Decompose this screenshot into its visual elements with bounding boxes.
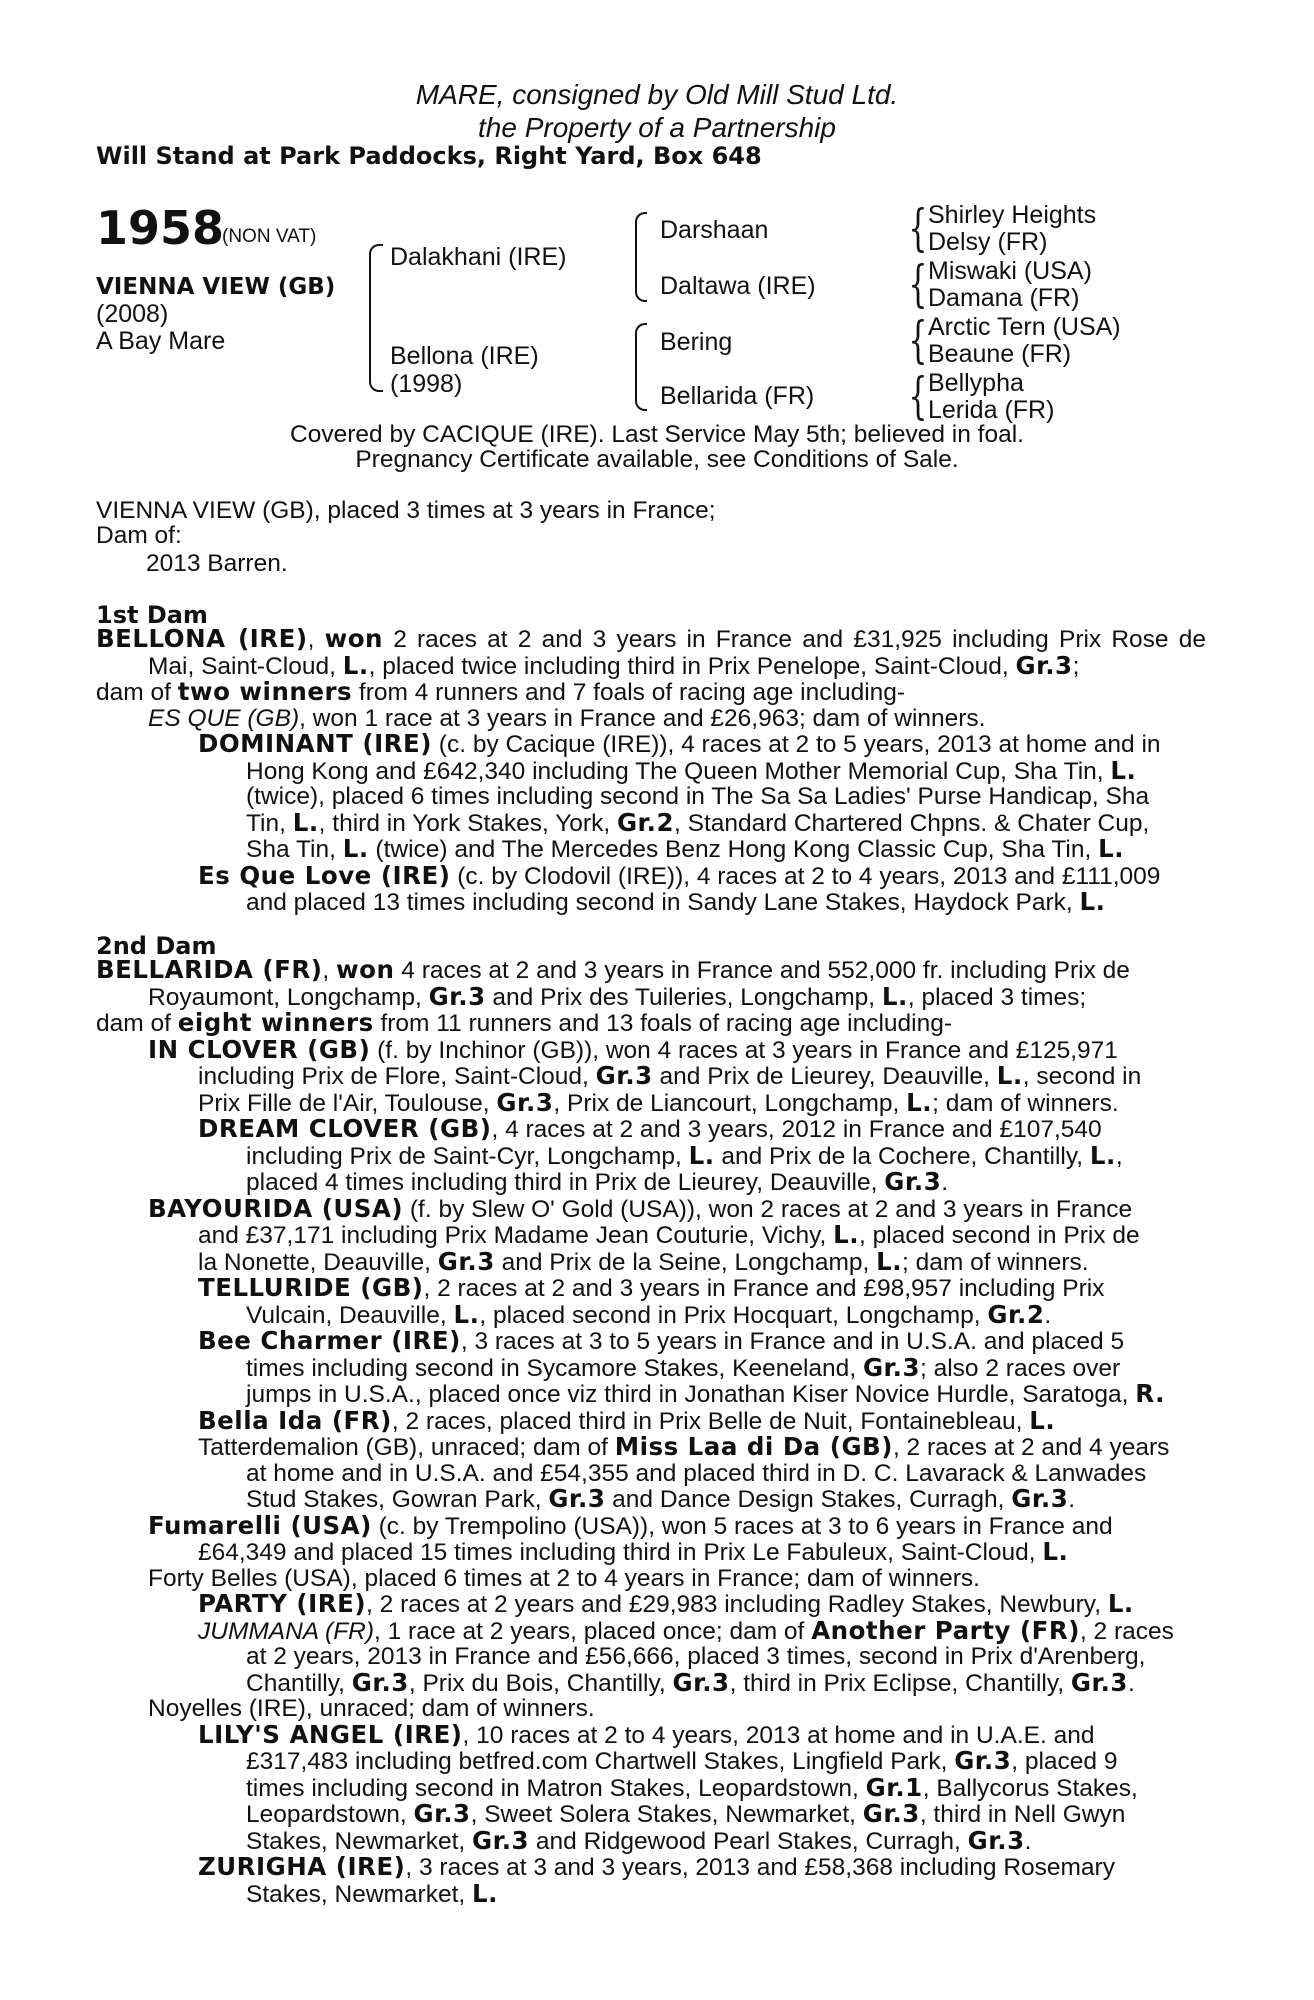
second-dam-line: Bella Ida (FR), 2 races, placed third in Prix Belle de Nuit, Fontainebleau, L. — [198, 1405, 1056, 1435]
first-dam-line: Sha Tin, L. (twice) and The Mercedes Benz Hong Kong Classic Cup, Sha Tin, L. — [246, 834, 1125, 863]
pedigree-brace-2b — [635, 323, 647, 411]
second-dam-line: Stakes, Newmarket, L. — [246, 1878, 498, 1908]
ggs-6: Beaune (FR) — [928, 340, 1072, 368]
ggs-2: Delsy (FR) — [928, 228, 1048, 256]
ggs-1: Shirley Heights — [928, 201, 1097, 229]
pedigree-brace-1 — [369, 244, 383, 392]
pedigree-curly-3: { — [908, 311, 928, 369]
first-dam-line: DOMINANT (IRE) (c. by Cacique (IRE)), 4 races at 2 to 5 years, 2013 at home and in — [198, 729, 1161, 758]
first-dam-line: BELLONA (IRE), won 2 races at 2 and 3 years in France and £31,925 including Prix Rose de — [96, 624, 1206, 653]
second-dam-line: Leopardstown, Gr.3, Sweet Solera Stakes, Newmarket, Gr.3, third in Nell Gwyn — [246, 1799, 1126, 1828]
second-dam-line: LILY'S ANGEL (IRE), 10 races at 2 to 4 years, 2013 at home and in U.A.E. and — [198, 1719, 1095, 1749]
second-dam-line: times including second in Matron Stakes, Leopardstown, Gr.1, Ballycorus Stakes, — [246, 1772, 1138, 1802]
second-dam-line: Prix Fille de l'Air, Toulouse, Gr.3, Prix de Liancourt, Longchamp, L.; dam of winners. — [198, 1087, 1119, 1117]
ggs-3: Miswaki (USA) — [928, 257, 1092, 285]
first-dam-heading: 1st Dam — [96, 601, 208, 629]
first-dam-line: Tin, L., third in York Stakes, York, Gr.2, Standard Chartered Chpns. & Chater Cup, — [246, 807, 1150, 837]
second-dam-line: jumps in U.S.A., placed once viz third in Jonathan Kiser Novice Hurdle, Saratoga, R. — [246, 1379, 1165, 1408]
grandsire-2: Bering — [660, 328, 733, 356]
second-dam-line: £64,349 and placed 15 times including third in Prix Le Fabuleux, Saint-Cloud, L. — [198, 1537, 1069, 1566]
pedigree-curly-2: { — [908, 255, 928, 313]
second-dam-line: ZURIGHA (IRE), 3 races at 3 and 3 years, 2013 and £58,368 including Rosemary — [198, 1852, 1115, 1881]
granddam-1: Daltawa (IRE) — [660, 272, 816, 300]
second-dam-line: times including second in Sycamore Stakes, Keeneland, Gr.3; also 2 races over — [246, 1352, 1121, 1382]
second-dam-line: at home and in U.S.A. and £54,355 and placed third in D. C. Lavarack & Lanwades — [246, 1459, 1147, 1487]
horse-year: (2008) — [96, 300, 169, 328]
second-dam-line: IN CLOVER (GB) (f. by Inchinor (GB)), won 4 races at 3 years in France and £125,971 — [148, 1034, 1118, 1064]
intro-line-1: VIENNA VIEW (GB), placed 3 times at 3 years in France; — [96, 497, 716, 524]
second-dam-line: la Nonette, Deauville, Gr.3 and Prix de la Seine, Longchamp, L.; dam of winners. — [198, 1246, 1089, 1276]
ggs-7: Bellypha — [928, 369, 1024, 397]
second-dam-line: Tatterdemalion (GB), unraced; dam of Miss Laa di Da (GB), 2 races at 2 and 4 years — [198, 1432, 1170, 1461]
ggs-8: Lerida (FR) — [928, 396, 1055, 424]
sire-name: Dalakhani (IRE) — [390, 243, 567, 271]
lot-number: 1958 — [96, 201, 225, 255]
second-dam-line: Stud Stakes, Gowran Park, Gr.3 and Dance Design Stakes, Curragh, Gr.3. — [246, 1484, 1076, 1513]
second-dam-line: BELLARIDA (FR), won 4 races at 2 and 3 years in France and 552,000 fr. including Prix de — [96, 955, 1130, 984]
second-dam-line: Noyelles (IRE), unraced; dam of winners. — [148, 1695, 595, 1722]
second-dam-line: Royaumont, Longchamp, Gr.3 and Prix des Tuileries, Longchamp, L., placed 3 times; — [148, 981, 1087, 1011]
dam-year: (1998) — [390, 370, 463, 398]
second-dam-line: PARTY (IRE), 2 races at 2 years and £29,983 including Radley Stakes, Newbury, L. — [198, 1589, 1134, 1618]
second-dam-line: including Prix de Saint-Cyr, Longchamp, L. and Prix de la Cochere, Chantilly, L., — [246, 1140, 1123, 1170]
granddam-2: Bellarida (FR) — [660, 382, 815, 410]
second-dam-line: DREAM CLOVER (GB), 4 races at 2 and 3 years, 2012 in France and £107,540 — [198, 1114, 1102, 1143]
second-dam-line: Forty Belles (USA), placed 6 times at 2 to 4 years in France; dam of winners. — [148, 1564, 980, 1592]
stand-location: Will Stand at Park Paddocks, Right Yard, Box 648 — [96, 142, 762, 170]
pedigree-curly-4: { — [908, 367, 928, 425]
second-dam-line: £317,483 including betfred.com Chartwell Stakes, Lingfield Park, Gr.3, placed 9 — [246, 1746, 1118, 1775]
first-dam-line: Es Que Love (IRE) (c. by Clodovil (IRE)), 4 races at 2 to 4 years, 2013 and £111,009 — [198, 860, 1161, 890]
pregnancy-line: Pregnancy Certificate available, see Conditions of Sale. — [355, 446, 959, 473]
vat-status: (NON VAT) — [222, 226, 317, 247]
horse-description: A Bay Mare — [96, 327, 226, 355]
second-dam-line: dam of eight winners from 11 runners and 13 foals of racing age including- — [96, 1008, 953, 1037]
first-dam-line: ES QUE (GB), won 1 race at 3 years in France and £26,963; dam of winners. — [148, 704, 986, 732]
second-dam-line: Stakes, Newmarket, Gr.3 and Ridgewood Pearl Stakes, Curragh, Gr.3. — [246, 1825, 1032, 1855]
first-dam-line: Hong Kong and £642,340 including The Queen Mother Memorial Cup, Sha Tin, L. — [246, 755, 1137, 785]
horse-name: VIENNA VIEW (GB) — [96, 274, 336, 300]
property-line: the Property of a Partnership — [478, 112, 836, 143]
first-dam-body — [96, 626, 1206, 916]
second-dam-line: and £37,171 including Prix Madame Jean Couturie, Vichy, L., placed second in Prix de — [198, 1220, 1140, 1249]
first-dam-line: dam of two winners from 4 runners and 7 foals of racing age including- — [96, 677, 906, 706]
first-dam-line: and placed 13 times including second in Sandy Lane Stakes, Haydock Park, L. — [246, 887, 1106, 916]
second-dam-line: at 2 years, 2013 in France and £56,666, placed 3 times, second in Prix d'Arenberg, — [246, 1643, 1146, 1670]
first-dam-line: (twice), placed 6 times including second in The Sa Sa Ladies' Purse Handicap, Sha — [246, 783, 1150, 810]
pedigree-curly-1: { — [908, 199, 928, 257]
intro-line-3: 2013 Barren. — [146, 550, 288, 577]
second-dam-heading: 2nd Dam — [96, 932, 217, 960]
consignor-line: MARE, consigned by Old Mill Stud Ltd. — [415, 79, 899, 110]
intro-line-2: Dam of: — [96, 522, 182, 549]
second-dam-line: Bee Charmer (IRE), 3 races at 3 to 5 years in France and in U.S.A. and placed 5 — [198, 1326, 1125, 1355]
dam-name: Bellona (IRE) — [390, 342, 539, 370]
second-dam-line: TELLURIDE (GB), 2 races at 2 and 3 years in France and £98,957 including Prix — [198, 1273, 1105, 1302]
second-dam-line: BAYOURIDA (USA) (f. by Slew O' Gold (USA)), won 2 races at 2 and 3 years in France — [148, 1193, 1133, 1223]
second-dam-line: placed 4 times including third in Prix de Lieurey, Deauville, Gr.3. — [246, 1167, 949, 1196]
ggs-5: Arctic Tern (USA) — [928, 313, 1121, 341]
grandsire-1: Darshaan — [660, 216, 769, 244]
ggs-4: Damana (FR) — [928, 284, 1080, 312]
second-dam-line: JUMMANA (FR), 1 race at 2 years, placed once; dam of Another Party (FR), 2 races — [198, 1615, 1174, 1645]
covered-line: Covered by CACIQUE (IRE). Last Service May 5th; believed in foal. — [290, 421, 1024, 448]
second-dam-body — [96, 957, 1206, 1907]
second-dam-line: Vulcain, Deauville, L., placed second in Prix Hocquart, Longchamp, Gr.2. — [246, 1299, 1052, 1329]
first-dam-line: Mai, Saint-Cloud, L., placed twice including third in Prix Penelope, Saint-Cloud, Gr.3; — [148, 650, 1080, 680]
second-dam-line: including Prix de Flore, Saint-Cloud, Gr.3 and Prix de Lieurey, Deauville, L., second in — [198, 1061, 1142, 1090]
second-dam-line: Chantilly, Gr.3, Prix du Bois, Chantilly, Gr.3, third in Prix Eclipse, Chantilly, Gr.3. — [246, 1667, 1135, 1697]
pedigree-brace-2a — [635, 212, 647, 302]
second-dam-line: Fumarelli (USA) (c. by Trempolino (USA)), won 5 races at 3 to 6 years in France and — [148, 1510, 1113, 1540]
